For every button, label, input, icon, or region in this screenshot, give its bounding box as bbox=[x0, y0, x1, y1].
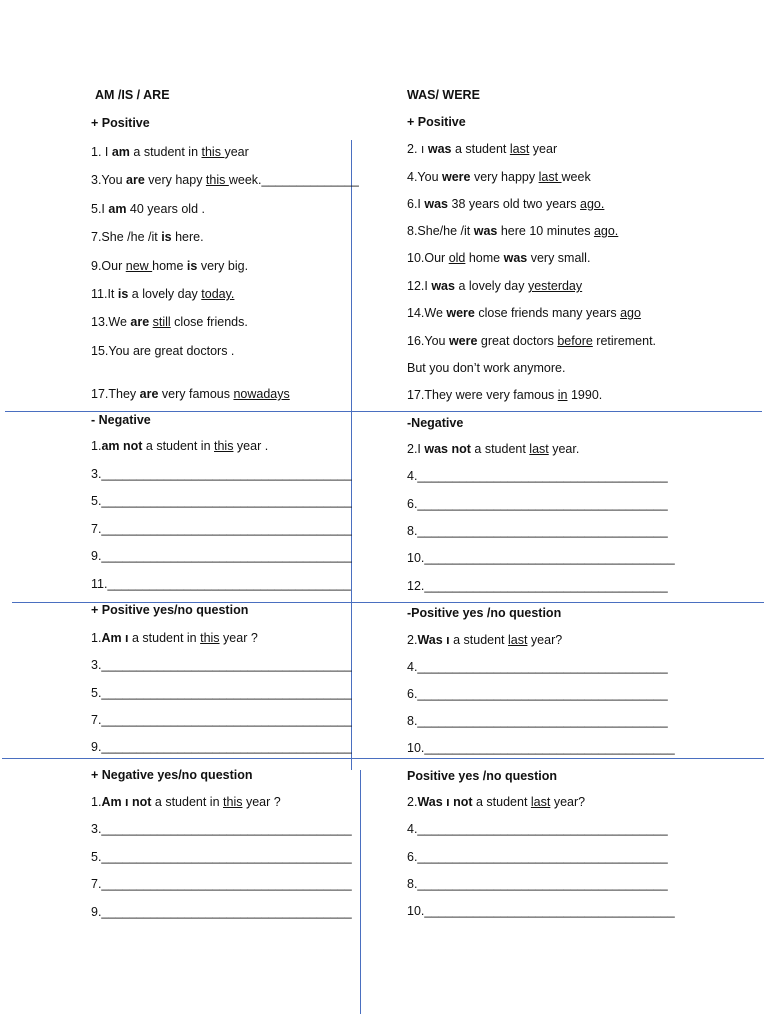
vertical-divider-lower bbox=[360, 770, 361, 1014]
blank-line[interactable]: 7.____________________________________ bbox=[91, 522, 352, 536]
list-item: 3.You are very hapy this week.______________ bbox=[91, 173, 359, 187]
blank-line[interactable]: 7.____________________________________ bbox=[91, 877, 352, 891]
list-item: 4.You were very happy last week bbox=[407, 170, 591, 184]
list-item: 5.I am 40 years old . bbox=[91, 202, 205, 216]
right-negative-heading: -Negative bbox=[407, 416, 464, 430]
left-yesno-heading: + Positive yes/no question bbox=[91, 603, 249, 617]
vertical-divider bbox=[351, 140, 352, 770]
list-item: 2.I was not a student last year. bbox=[407, 442, 580, 456]
left-negative-heading: - Negative bbox=[91, 413, 151, 427]
list-item: 17.They are very famous nowadays bbox=[91, 387, 290, 401]
list-item: 8.She/he /it was here 10 minutes ago. bbox=[407, 224, 619, 238]
list-item: 1.am not a student in this year . bbox=[91, 439, 269, 453]
blank-line[interactable]: 7.____________________________________ bbox=[91, 713, 352, 727]
blank-line[interactable]: 9.____________________________________ bbox=[91, 740, 352, 754]
right-positive-heading: + Positive bbox=[407, 115, 466, 129]
blank-line[interactable]: 11.___________________________________ bbox=[91, 577, 351, 591]
left-positive-heading: + Positive bbox=[91, 116, 150, 130]
list-item: 2.Was ı a student last year? bbox=[407, 633, 563, 647]
blank-line[interactable]: 3.____________________________________ bbox=[91, 822, 352, 836]
right-yesno-heading: -Positive yes /no question bbox=[407, 606, 562, 620]
blank-line[interactable]: 12.___________________________________ bbox=[407, 579, 668, 593]
blank-line[interactable]: 6.____________________________________ bbox=[407, 497, 668, 511]
list-item: 1.Am ı a student in this year ? bbox=[91, 631, 258, 645]
left-title: AM /IS / ARE bbox=[95, 88, 170, 102]
list-item: 7.She /he /it is here. bbox=[91, 230, 204, 244]
blank-line[interactable]: 10.____________________________________ bbox=[407, 551, 675, 565]
blank-line[interactable]: 10.____________________________________ bbox=[407, 904, 675, 918]
blank-line[interactable]: 5.____________________________________ bbox=[91, 494, 352, 508]
list-item: 1.Am ı not a student in this year ? bbox=[91, 795, 281, 809]
blank-line[interactable]: 8.____________________________________ bbox=[407, 714, 668, 728]
right-title: WAS/ WERE bbox=[407, 88, 480, 102]
list-item: 9.Our new home is very big. bbox=[91, 259, 249, 273]
blank-line[interactable]: 5.____________________________________ bbox=[91, 850, 352, 864]
blank-line[interactable]: 5.____________________________________ bbox=[91, 686, 352, 700]
blank-line[interactable]: 6.____________________________________ bbox=[407, 687, 668, 701]
list-item: 15.You are great doctors . bbox=[91, 344, 235, 358]
list-item: 17.They were very famous in 1990. bbox=[407, 388, 603, 402]
blank-line[interactable]: 10.____________________________________ bbox=[407, 741, 675, 755]
list-item: 1. I am a student in this year bbox=[91, 145, 249, 159]
blank-line[interactable]: 4.____________________________________ bbox=[407, 469, 668, 483]
list-item: 10.Our old home was very small. bbox=[407, 251, 591, 265]
list-item: 2.Was ı not a student last year? bbox=[407, 795, 586, 809]
list-item: 12.I was a lovely day yesterday bbox=[407, 279, 583, 293]
list-item: 11.It is a lovely day today. bbox=[91, 287, 235, 301]
right-negyesno-heading: Positive yes /no question bbox=[407, 769, 558, 783]
blank-line[interactable]: 3.____________________________________ bbox=[91, 467, 352, 481]
left-negyesno-heading: + Negative yes/no question bbox=[91, 768, 253, 782]
blank-line[interactable]: 4.____________________________________ bbox=[407, 822, 668, 836]
blank-line[interactable]: 9.____________________________________ bbox=[91, 905, 352, 919]
blank-line[interactable]: 6.____________________________________ bbox=[407, 850, 668, 864]
list-item: But you don’t work anymore. bbox=[407, 361, 566, 375]
blank-line[interactable]: 3.____________________________________ bbox=[91, 658, 352, 672]
blank-line[interactable]: 4.____________________________________ bbox=[407, 660, 668, 674]
list-item: 13.We are still close friends. bbox=[91, 315, 248, 329]
list-item: 2. ı was a student last year bbox=[407, 142, 558, 156]
list-item: 16.You were great doctors before retirement. bbox=[407, 334, 657, 348]
list-item: 14.We were close friends many years ago bbox=[407, 306, 641, 320]
blank-line[interactable]: 9.____________________________________ bbox=[91, 549, 352, 563]
blank-line[interactable]: 8.____________________________________ bbox=[407, 877, 668, 891]
horizontal-divider-3 bbox=[2, 758, 764, 759]
list-item: 6.I was 38 years old two years ago. bbox=[407, 197, 605, 211]
blank-line[interactable]: 8.____________________________________ bbox=[407, 524, 668, 538]
